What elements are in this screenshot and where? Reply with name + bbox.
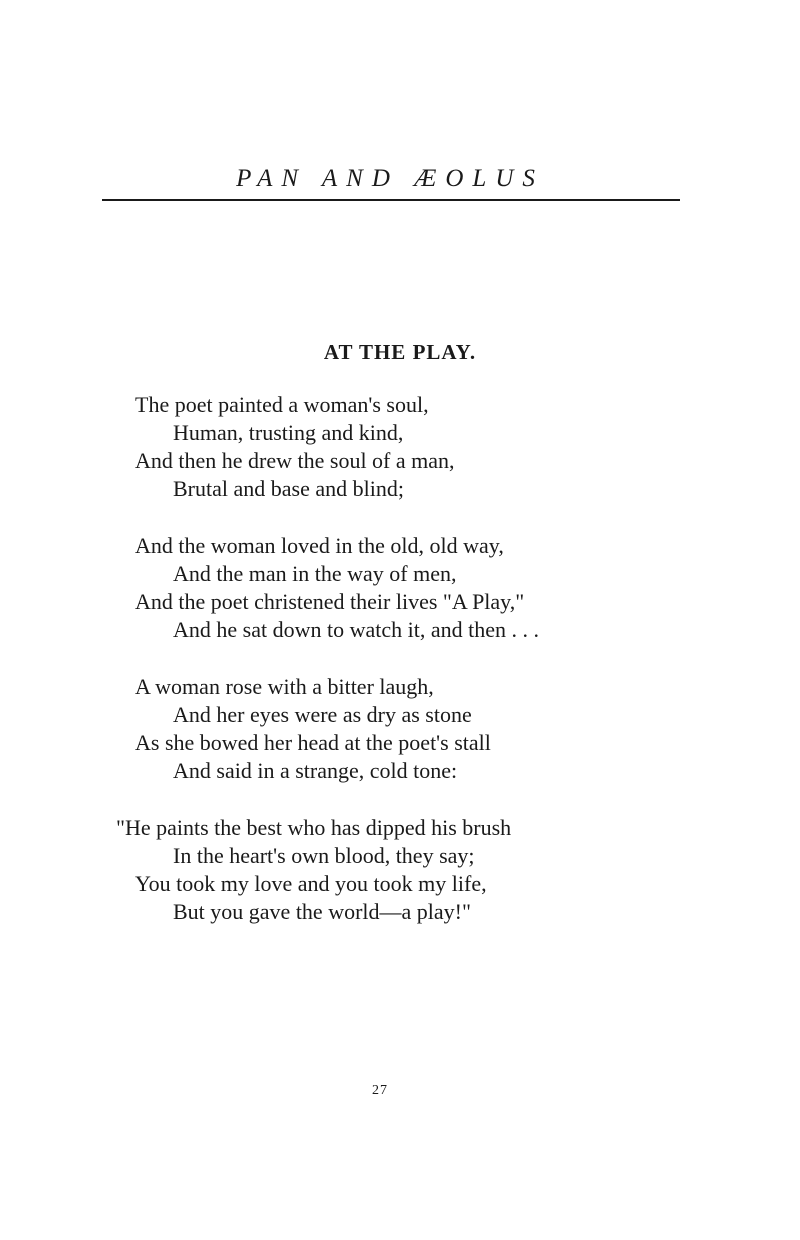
page-number: 27	[372, 1083, 388, 1098]
poem-line: And the poet christened their lives "A Play,"	[135, 589, 525, 614]
poem-title: AT THE PLAY.	[323, 340, 477, 364]
poem-line: Human, trusting and kind,	[173, 420, 404, 445]
poem-line: Brutal and base and blind;	[173, 476, 404, 501]
poem-line: And the man in the way of men,	[173, 561, 457, 586]
poem-line: And her eyes were as dry as stone	[173, 702, 472, 727]
poem-line: You took my love and you took my life,	[135, 871, 487, 896]
poem-line: In the heart's own blood, they say;	[173, 843, 475, 868]
poem-line: As she bowed her head at the poet's stall	[135, 730, 491, 755]
poem-line: And said in a strange, cold tone:	[173, 758, 458, 783]
poem-line: The poet painted a woman's soul,	[135, 392, 429, 417]
poem-line: And then he drew the soul of a man,	[135, 448, 455, 473]
poem-line: And the woman loved in the old, old way,	[135, 533, 504, 558]
poem-line: "He paints the best who has dipped his brush	[116, 815, 512, 840]
poem-line: And he sat down to watch it, and then . . .	[173, 617, 539, 642]
running-header: PAN AND ÆOLUS	[236, 165, 544, 192]
poem-line: But you gave the world—a play!"	[173, 899, 471, 924]
poem-line: A woman rose with a bitter laugh,	[135, 674, 434, 699]
header-rule	[102, 199, 680, 201]
